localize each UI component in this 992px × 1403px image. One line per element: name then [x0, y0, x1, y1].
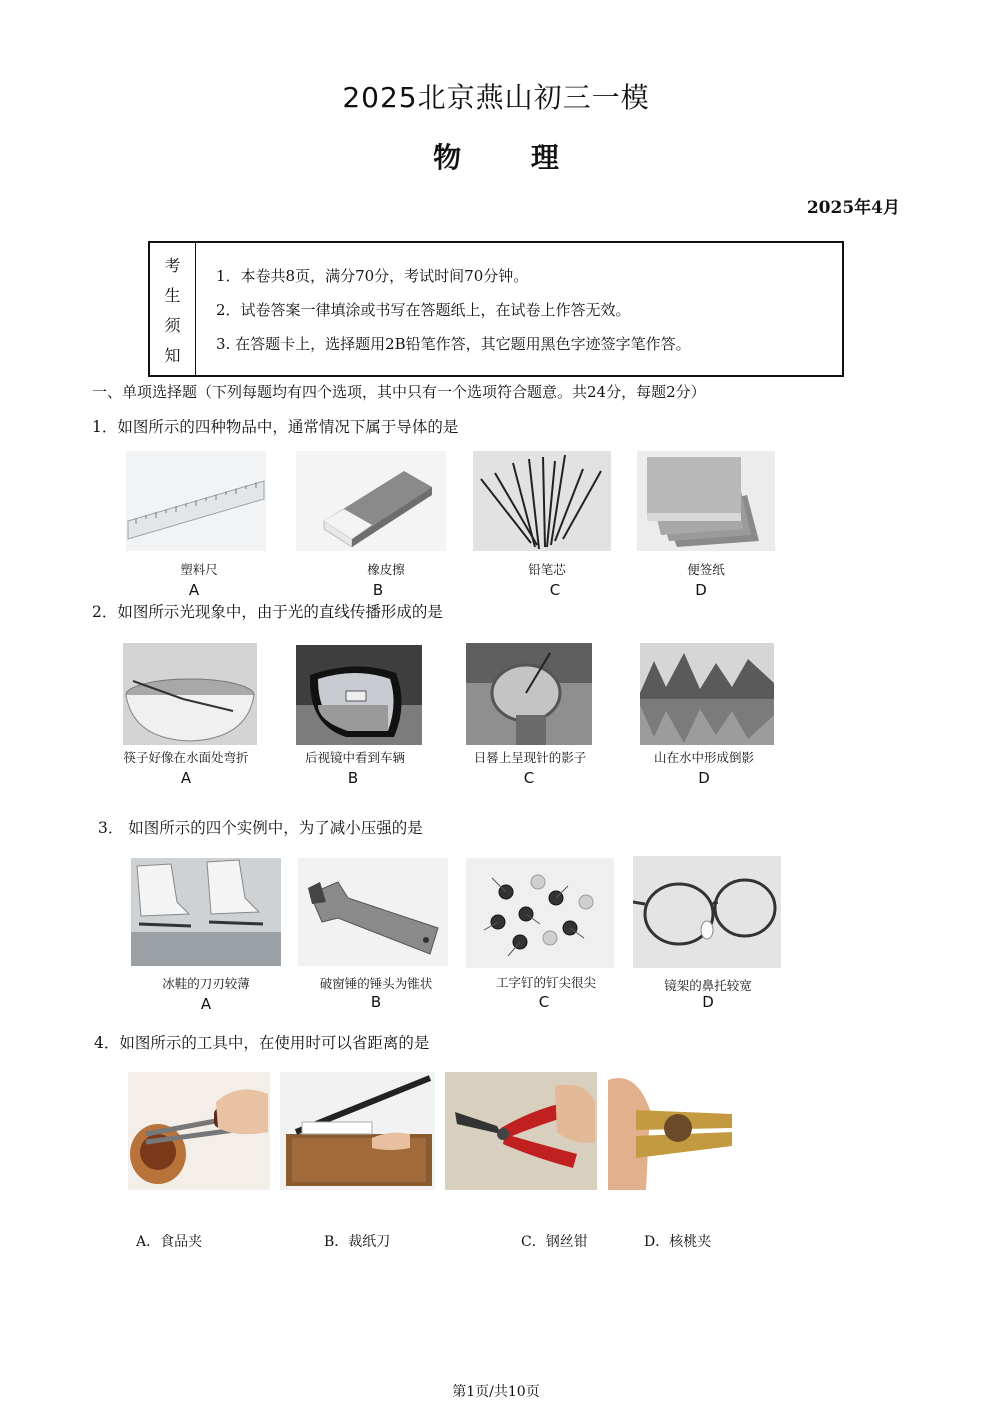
q4-option-d: D．核桃夹 — [644, 1234, 712, 1250]
nutcracker-image — [606, 1070, 732, 1192]
q1-caption-b: 橡皮擦 — [367, 562, 405, 577]
question-1-stem: 1．如图所示的四种物品中，通常情况下属于导体的是 — [92, 418, 459, 436]
q1-letter-b: B — [372, 581, 384, 599]
rearview-mirror-image — [296, 645, 422, 745]
notice-label-char: 生 — [164, 285, 181, 305]
q1-letter-d: D — [695, 581, 707, 599]
notice-label — [150, 243, 196, 375]
q3-caption-a: 冰鞋的刀刃较薄 — [162, 976, 250, 991]
thumbtacks-image — [466, 858, 614, 968]
q3-letter-a: A — [200, 995, 212, 1013]
q2-caption-a: 筷子好像在水面处弯折 — [123, 750, 249, 765]
safety-hammer-image — [298, 858, 448, 966]
q2-letter-d: D — [698, 769, 710, 787]
q2-letter-c: C — [523, 769, 535, 787]
notice-item: 2．试卷答案一律填涂或书写在答题纸上，在试卷上作答无效。 — [216, 301, 631, 319]
pliers-image — [445, 1072, 597, 1190]
q3-caption-d: 镜架的鼻托较宽 — [664, 978, 752, 993]
notice-item: 1．本卷共8页，满分70分，考试时间70分钟。 — [216, 267, 529, 285]
question-3-stem: 3． 如图所示的四个实例中，为了减小压强的是 — [98, 819, 423, 837]
page-number: 第1页/共10页 — [452, 1384, 540, 1400]
sundial-image — [466, 643, 592, 745]
section-heading: 一、单项选择题（下列每题均有四个选项，其中只有一个选项符合题意。共24分，每题2分） — [92, 383, 706, 401]
q3-caption-c: 工字钉的钉尖很尖 — [495, 975, 596, 990]
q2-caption-b: 后视镜中看到车辆 — [304, 750, 405, 765]
q1-letter-c: C — [549, 581, 561, 599]
exam-title: 2025北京燕山初三一模 — [342, 81, 650, 114]
q1-caption-a: 塑料尺 — [180, 562, 218, 577]
notice-box — [148, 241, 844, 377]
question-4-stem: 4．如图所示的工具中，在使用时可以省距离的是 — [94, 1034, 430, 1052]
q3-letter-b: B — [370, 993, 382, 1011]
q4-option-a: A．食品夹 — [136, 1234, 203, 1250]
eraser-image — [296, 451, 446, 551]
notice-item: 3. 在答题卡上，选择题用2B铅笔作答，其它题用黑色字迹签字笔作答。 — [216, 335, 691, 353]
q4-option-c: C．钢丝钳 — [521, 1234, 588, 1250]
sticky-notes-image — [637, 451, 775, 551]
subject-title: 物 理 — [433, 141, 559, 174]
q2-letter-a: A — [180, 769, 192, 787]
q2-caption-c: 日晷上呈现针的影子 — [473, 750, 587, 765]
q3-letter-d: D — [702, 993, 714, 1011]
q1-letter-a: A — [188, 581, 200, 599]
q4-option-b: B．裁纸刀 — [324, 1234, 391, 1250]
q3-caption-b: 破窗锤的锤头为锥状 — [319, 976, 433, 991]
food-tongs-image — [128, 1072, 270, 1190]
mountain-reflection-image — [640, 643, 774, 745]
chopsticks-bowl-image — [123, 643, 257, 745]
ruler-image — [126, 451, 266, 551]
pencil-lead-image — [473, 451, 611, 551]
notice-label-char: 知 — [164, 345, 181, 365]
exam-date: 2025年4月 — [806, 198, 900, 218]
q2-caption-d: 山在水中形成倒影 — [653, 750, 754, 765]
q1-caption-c: 铅笔芯 — [528, 562, 566, 577]
notice-label-char: 考 — [164, 255, 181, 275]
notice-items — [216, 259, 691, 361]
q1-caption-d: 便签纸 — [687, 562, 725, 577]
q2-letter-b: B — [347, 769, 359, 787]
question-2-stem: 2．如图所示光现象中，由于光的直线传播形成的是 — [92, 603, 443, 621]
glasses-image — [633, 856, 781, 968]
notice-label-char: 须 — [164, 315, 181, 335]
ice-skates-image — [131, 858, 281, 966]
q3-letter-c: C — [538, 993, 550, 1011]
paper-cutter-image — [280, 1072, 435, 1190]
